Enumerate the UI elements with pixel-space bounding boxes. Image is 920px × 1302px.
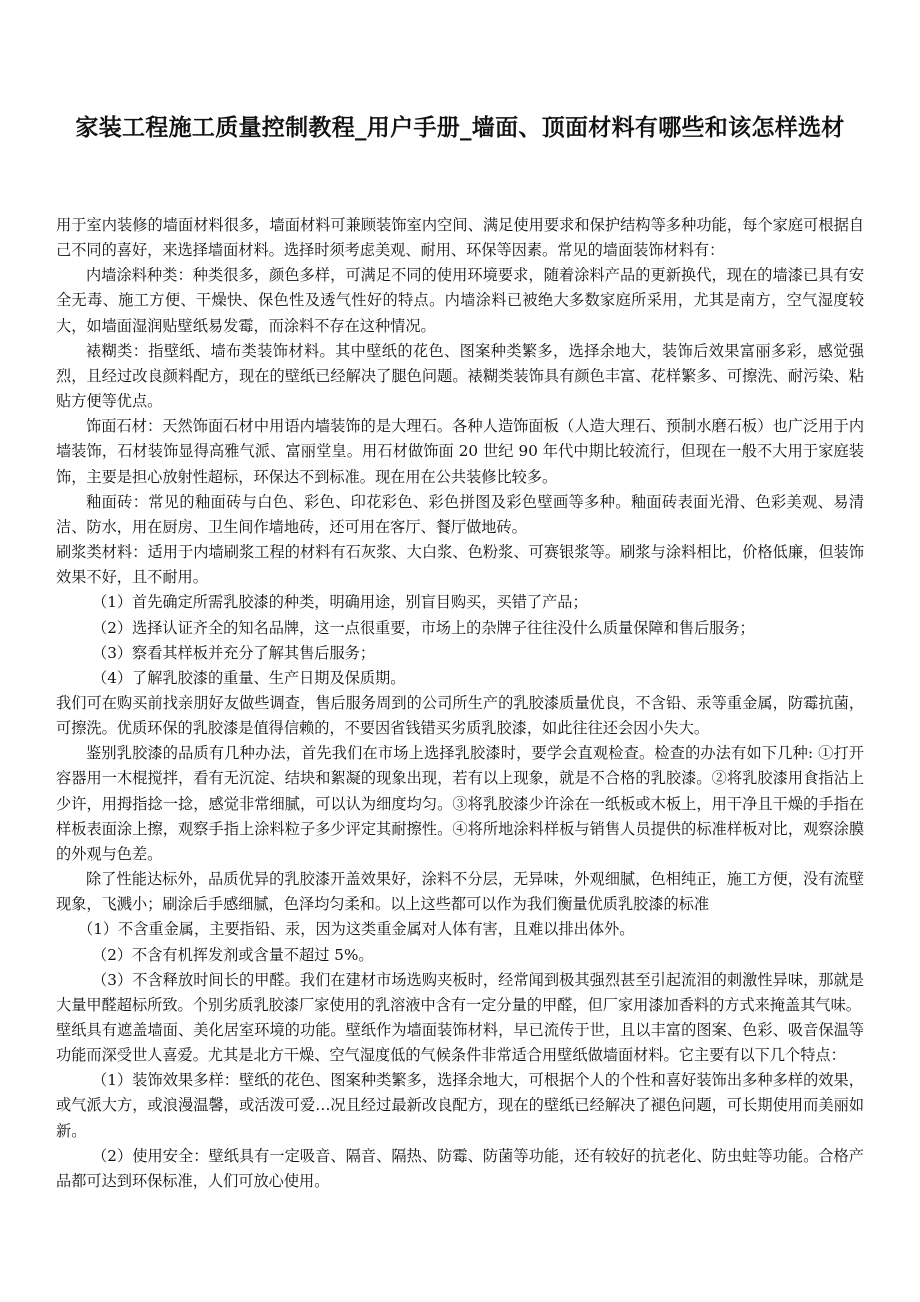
list-item: （3）察看其样板并充分了解其售后服务； xyxy=(92,643,376,662)
glazed-tile-paragraph: 釉面砖：常见的釉面砖与白色、彩色、印花彩色、彩色拼图及彩色壁画等多种。釉面砖表面光滑、色彩美观、易清洁、防水，用在厨房、卫生间作墙地砖，还可用在客厅、餐厅做地砖。 xyxy=(56,492,864,536)
list-item: （1）装饰效果多样：壁纸的花色、图案种类繁多，选择余地大，可根据个人的个性和喜好装饰出多种多样的效果，或气派大方，或浪漫温馨，或活泼可爱…况且经过最新改良配方，现在的壁纸已经解决了褪色问题，可长期使用而美丽如新。 xyxy=(56,1071,864,1140)
list-item: （3）不含释放时间长的甲醛。我们在建材市场选购夹板时，经常闻到极其强烈甚至引起流泪的刺激性异味，那就是大量甲醛超标所致。个别劣质乳胶漆厂家使用的乳溶液中含有一定分量的甲醛，但厂家用漆加香料的方式来掩盖其气味。 xyxy=(56,970,864,1014)
purchase-advice-paragraph: 我们可在购买前找亲朋好友做些调查，售后服务周到的公司所生产的乳胶漆质量优良，不含铅、汞等重金属，防霉抗菌，可擦洗。优质环保的乳胶漆是值得信赖的，不要因省钱错买劣质乳胶漆，如此往往还会因小失大。 xyxy=(56,693,864,738)
list-item: （2）选择认证齐全的知名品牌，这一点很重要，市场上的杂牌子往往没什么质量保障和售后服务； xyxy=(92,618,755,637)
whitewash-paragraph: 刷浆类材料：适用于内墙刷浆工程的材料有石灰浆、大白浆、色粉浆、可赛银浆等。刷浆与涂料相比，价格低廉，但装饰效果不好，且不耐用。 xyxy=(56,543,864,587)
list-item: （2）使用安全：壁纸具有一定吸音、隔音、隔热、防霉、防菌等功能，还有较好的抗老化、防虫蛀等功能。合格产品都可达到环保标准，人们可放心使用。 xyxy=(56,1146,864,1190)
interior-paint-paragraph: 内墙涂料种类：种类很多，颜色多样，可满足不同的使用环境要求，随着涂料产品的更新换代，现在的墙漆已具有安全无毒、施工方便、干燥快、保色性及透气性好的特点。内墙涂料已被绝大多数家庭所采用，尤其是南方，空气湿度较大，如墙面湿润贴壁纸易发霉，而涂料不存在这种情况。 xyxy=(56,266,864,335)
intro-paragraph: 用于室内装修的墙面材料很多，墙面材料可兼顾装饰室内空间、满足使用要求和保护结构等多种功能，每个家庭可根据自己不同的喜好，来选择墙面材料。选择时须考虑美观、耐用、环保等因素。常见的墙面装饰材料有： xyxy=(56,216,864,260)
list-item: （4）了解乳胶漆的重量、生产日期及保质期。 xyxy=(92,668,406,687)
wallpaper-intro-paragraph: 壁纸具有遮盖墙面、美化居室环境的功能。壁纸作为墙面装饰材料，早已流传于世，且以丰富的图案、色彩、吸音保温等功能而深受世人喜爱。尤其是北方干燥、空气湿度低的气候条件非常适合用壁纸做墙面材料。它主要有以下几个特点： xyxy=(56,1021,864,1065)
stone-facing-paragraph: 饰面石材：天然饰面石材中用语内墙装饰的是大理石。各种人造饰面板（人造大理石、预制水磨石板）也广泛用于内墙装饰，石材装饰显得高雅气派、富丽堂皇。用石材做饰面 20 世纪 90 年代中期比较流行，但现在一般不大用于家庭装饰，主要是担心放射性超标，环保达不到标准。现在用在公共装修比较多。 xyxy=(56,417,864,486)
quality-check-paragraph: 鉴别乳胶漆的品质有几种办法，首先我们在市场上选择乳胶漆时，要学会直观检查。检查的办法有如下几种: ①打开容器用一木棍搅拌，看有无沉淀、结块和絮凝的现象出现，若有以上现象，就是不合格的乳胶漆。②将乳胶漆用食指沾上少许，用拇指捻一捻，感觉非常细腻，可以认为细度均匀。③将乳胶漆少许涂在一纸板或木板上，用干净且干燥的手指在样板表面涂上擦，观察手指上涂料粒子多少评定其耐擦性。④将所地涂料样板与销售人员提供的标准样板对比，观察涂膜的外观与色差。 xyxy=(56,744,864,863)
document-body xyxy=(56,213,864,1194)
quality-standard-paragraph: 除了性能达标外，品质优异的乳胶漆开盖效果好，涂料不分层，无异味，外观细腻，色相纯正，施工方便，没有流壁现象，飞溅小；刷涂后手感细腻，色泽均匀柔和。以上这些都可以作为我们衡量优质乳胶漆的标准 xyxy=(56,870,864,914)
document-title: 家装工程施工质量控制教程_用户手册_墙面、顶面材料有哪些和该怎样选材 xyxy=(75,114,845,141)
list-item: （2）不含有机挥发剂或含量不超过 5%。 xyxy=(92,945,374,964)
list-item: （1）首先确定所需乳胶漆的种类，明确用途，别盲目购买，买错了产品； xyxy=(92,593,588,612)
wallpaper-pasting-paragraph: 裱糊类：指壁纸、墙布类装饰材料。其中壁纸的花色、图案种类繁多，选择余地大，装饰后效果富丽多彩，感觉强烈，且经过改良颜料配方，现在的壁纸已经解决了腿色问题。裱糊类装饰具有颜色丰富、花样繁多、可擦洗、耐污染、粘贴方便等优点。 xyxy=(56,341,864,411)
list-item: （1）不含重金属，主要指铅、汞，因为这类重金属对人体有害，且难以排出体外。 xyxy=(78,920,635,939)
